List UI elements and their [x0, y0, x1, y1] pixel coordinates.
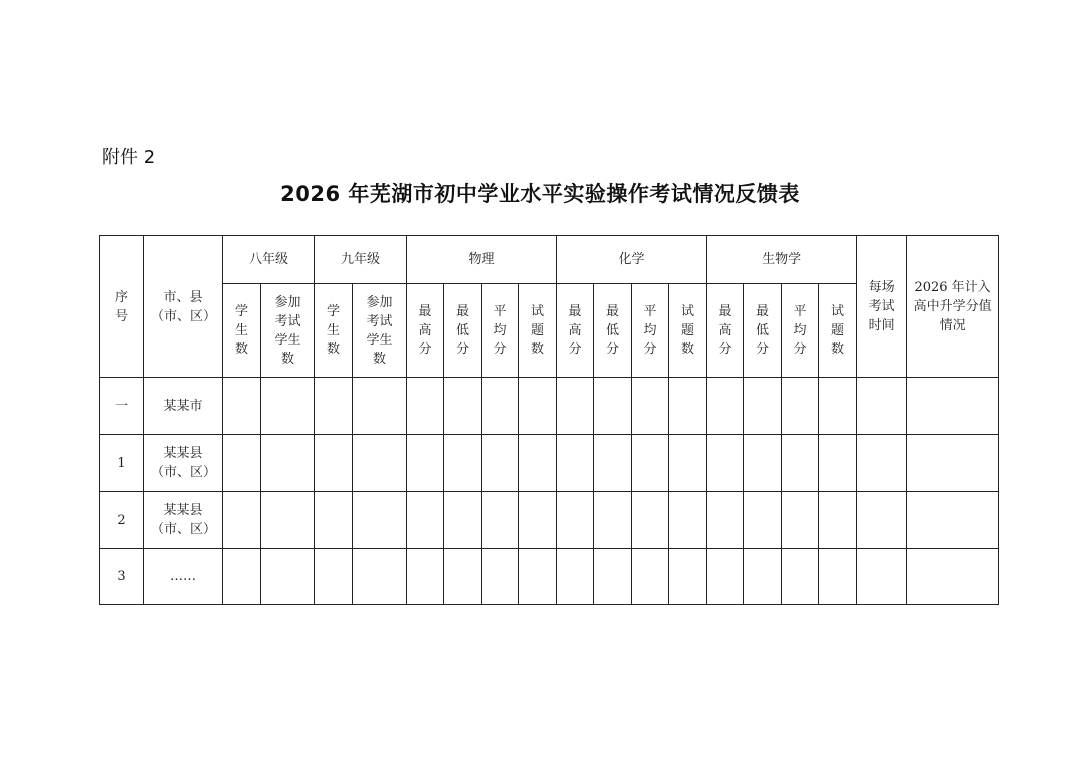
- empty-cell: [407, 492, 444, 549]
- empty-cell: [632, 435, 669, 492]
- empty-cell: [407, 378, 444, 435]
- empty-cell: [482, 435, 519, 492]
- empty-cell: [669, 549, 707, 605]
- empty-cell: [819, 492, 857, 549]
- table-row: [100, 378, 999, 435]
- empty-cell: [819, 378, 857, 435]
- document-title: 2026 年芜湖市初中学业水平实验操作考试情况反馈表: [280, 182, 800, 206]
- empty-cell: [744, 378, 782, 435]
- header-index: 序号: [100, 236, 144, 378]
- empty-cell: [482, 492, 519, 549]
- empty-cell: [557, 549, 594, 605]
- empty-cell: [261, 549, 315, 605]
- empty-cell: [444, 549, 482, 605]
- empty-cell: [407, 435, 444, 492]
- header-g8-participants: 参加考试学生数: [261, 284, 315, 378]
- feedback-table: [99, 235, 999, 605]
- empty-cell: [315, 435, 353, 492]
- header-chemistry: 化学: [557, 236, 707, 284]
- header-row-groups: [100, 236, 999, 284]
- header-phys-avg: 平均分: [482, 284, 519, 378]
- header-chem-min: 最低分: [594, 284, 632, 378]
- empty-cell: [594, 435, 632, 492]
- row-index: 一: [100, 378, 144, 435]
- empty-cell: [669, 492, 707, 549]
- empty-cell: [632, 378, 669, 435]
- header-score-value: 2026 年计入高中升学分值情况: [907, 236, 999, 378]
- empty-cell: [519, 435, 557, 492]
- row-region: ……: [144, 549, 223, 605]
- row-region: 某某县（市、区）: [144, 435, 223, 492]
- header-bio-max: 最高分: [707, 284, 744, 378]
- row-index: 3: [100, 549, 144, 605]
- empty-cell: [557, 492, 594, 549]
- table-row: [100, 549, 999, 605]
- empty-cell: [782, 492, 819, 549]
- empty-cell: [707, 435, 744, 492]
- header-phys-max: 最高分: [407, 284, 444, 378]
- table-row: [100, 435, 999, 492]
- empty-cell: [594, 549, 632, 605]
- header-chem-avg: 平均分: [632, 284, 669, 378]
- row-region: 某某市: [144, 378, 223, 435]
- empty-cell: [519, 549, 557, 605]
- empty-cell: [669, 435, 707, 492]
- empty-cell: [223, 435, 261, 492]
- empty-cell: [261, 435, 315, 492]
- header-bio-count: 试题数: [819, 284, 857, 378]
- empty-cell: [315, 378, 353, 435]
- empty-cell: [857, 378, 907, 435]
- empty-cell: [707, 549, 744, 605]
- empty-cell: [782, 378, 819, 435]
- empty-cell: [857, 549, 907, 605]
- empty-cell: [907, 549, 999, 605]
- empty-cell: [223, 549, 261, 605]
- header-g9-participants: 参加考试学生数: [353, 284, 407, 378]
- empty-cell: [744, 435, 782, 492]
- header-exam-time: 每场考试时间: [857, 236, 907, 378]
- table-row: [100, 492, 999, 549]
- empty-cell: [782, 435, 819, 492]
- empty-cell: [315, 549, 353, 605]
- empty-cell: [632, 549, 669, 605]
- header-g8-students: 学生数: [223, 284, 261, 378]
- empty-cell: [223, 492, 261, 549]
- header-chem-max: 最高分: [557, 284, 594, 378]
- empty-cell: [482, 378, 519, 435]
- empty-cell: [669, 378, 707, 435]
- empty-cell: [782, 549, 819, 605]
- row-index: 2: [100, 492, 144, 549]
- empty-cell: [353, 378, 407, 435]
- header-grade9: 九年级: [315, 236, 407, 284]
- header-phys-count: 试题数: [519, 284, 557, 378]
- empty-cell: [857, 492, 907, 549]
- empty-cell: [444, 492, 482, 549]
- empty-cell: [594, 378, 632, 435]
- header-region: 市、县（市、区）: [144, 236, 223, 378]
- header-biology: 生物学: [707, 236, 857, 284]
- empty-cell: [557, 435, 594, 492]
- empty-cell: [594, 492, 632, 549]
- empty-cell: [819, 435, 857, 492]
- empty-cell: [907, 378, 999, 435]
- row-index: 1: [100, 435, 144, 492]
- empty-cell: [444, 435, 482, 492]
- attachment-label: 附件 2: [102, 147, 156, 168]
- empty-cell: [519, 492, 557, 549]
- empty-cell: [857, 435, 907, 492]
- empty-cell: [557, 378, 594, 435]
- empty-cell: [632, 492, 669, 549]
- empty-cell: [482, 549, 519, 605]
- empty-cell: [707, 492, 744, 549]
- header-bio-avg: 平均分: [782, 284, 819, 378]
- empty-cell: [444, 378, 482, 435]
- row-region: 某某县（市、区）: [144, 492, 223, 549]
- empty-cell: [223, 378, 261, 435]
- empty-cell: [744, 549, 782, 605]
- header-physics: 物理: [407, 236, 557, 284]
- empty-cell: [707, 378, 744, 435]
- empty-cell: [519, 378, 557, 435]
- header-chem-count: 试题数: [669, 284, 707, 378]
- empty-cell: [261, 492, 315, 549]
- empty-cell: [407, 549, 444, 605]
- header-phys-min: 最低分: [444, 284, 482, 378]
- empty-cell: [353, 435, 407, 492]
- empty-cell: [353, 492, 407, 549]
- empty-cell: [315, 492, 353, 549]
- header-bio-min: 最低分: [744, 284, 782, 378]
- empty-cell: [261, 378, 315, 435]
- empty-cell: [907, 492, 999, 549]
- empty-cell: [907, 435, 999, 492]
- header-g9-students: 学生数: [315, 284, 353, 378]
- empty-cell: [353, 549, 407, 605]
- empty-cell: [819, 549, 857, 605]
- empty-cell: [744, 492, 782, 549]
- header-grade8: 八年级: [223, 236, 315, 284]
